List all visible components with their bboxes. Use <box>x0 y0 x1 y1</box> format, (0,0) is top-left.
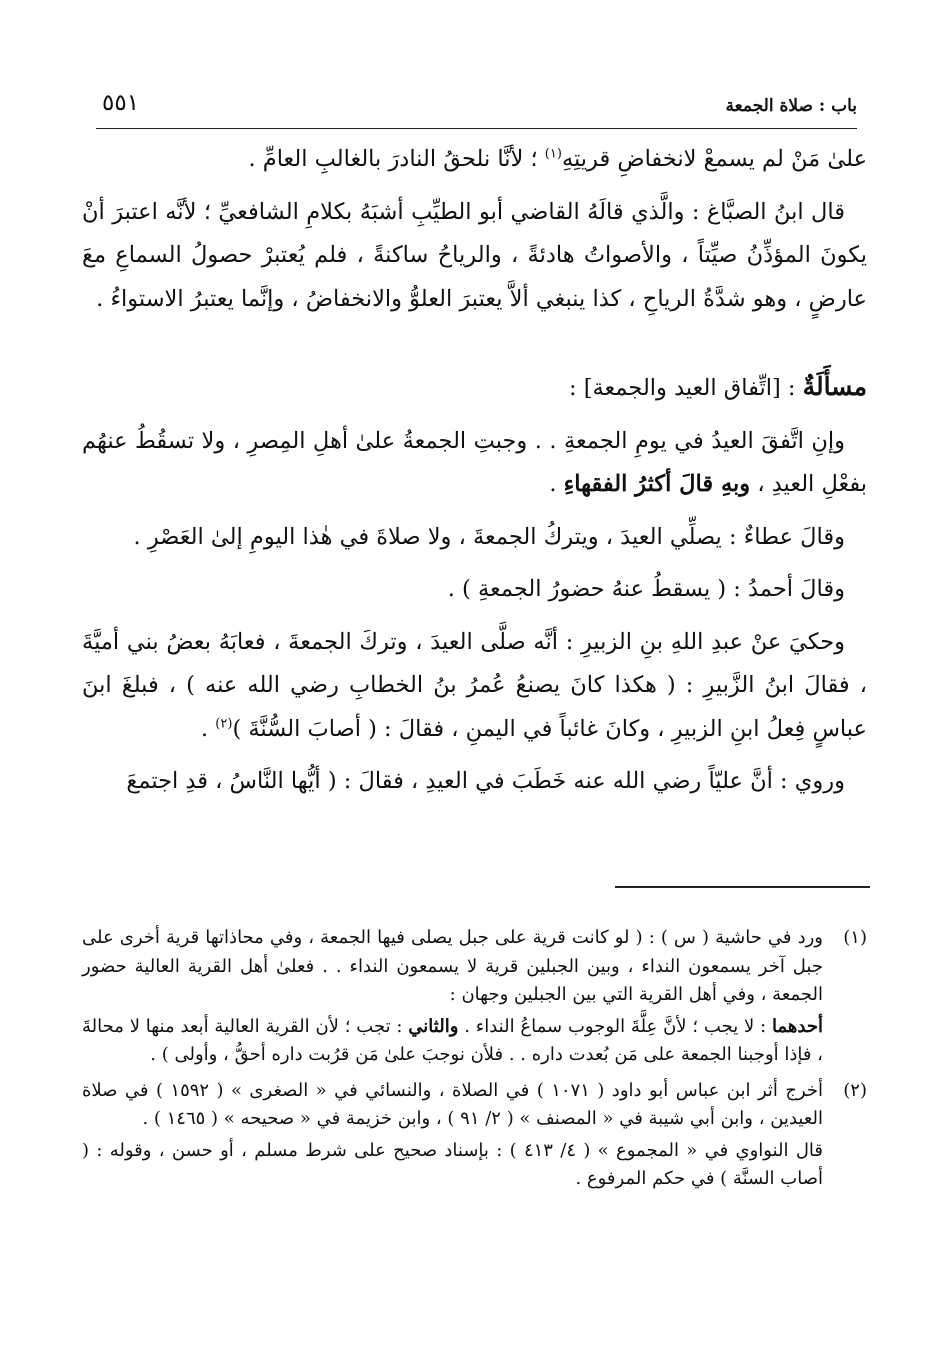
page-number: ٥٥١ <box>102 90 140 116</box>
footnote-text <box>82 1077 823 1197</box>
page-header <box>96 88 857 129</box>
footnote-paragraph: ورد في حاشية ( س ) : ( لو كانت قرية على جبل يصلى فيها الجمعة ، وفي محاذاتها قرية أخرى على جبل آخر يسمعون النداء ، وبين الجبلين قرية لا يسمعون النداء . . فعلىٰ أهل القرية العالية حضور الجمعة ، وفي أهل القرية التي بين الجبلين وجهان : <box>82 927 823 1005</box>
bold-phrase: وبهِ قالَ أكثرُ الفقهاءِ <box>563 471 751 497</box>
main-text <box>82 138 867 813</box>
footnote-number: (١) <box>843 927 867 948</box>
bold-phrase: والثاني <box>408 1015 459 1037</box>
paragraph-text: وحكيَ عنْ عبدِ اللهِ بنِ الزبيرِ : أنَّه صلَّى العيدَ ، وتركَ الجمعةَ ، فعابَهُ بعضُ بني أميَّةَ ، فقالَ ابنُ الزَّبيرِ : ( هكذا كانَ يصنعُ عُمرُ بنُ الخطابِ رضي الله عنه ) ، فبلغَ ابنَ عباسٍ فِعلُ ابنِ الزبيرِ ، وكانَ غائباً في اليمنِ ، فقالَ : ( أصابَ السُّنَّةَ ) <box>82 628 867 742</box>
bold-phrase: أحدهما <box>772 1015 823 1037</box>
footnote-separator <box>615 886 870 888</box>
section-heading <box>82 365 867 411</box>
paragraph: وروي : أنَّ عليّاً رضي الله عنه خَطَبَ في العيدِ ، فقالَ : ( أيُّها النَّاسُ ، قدِ اجتمعَ <box>126 768 845 794</box>
footnote-span: : لا يجب ؛ لأنَّ عِلَّةَ الوجوب سماعُ النداء . <box>458 1015 773 1037</box>
footnote-paragraph: قال النواوي في « المجموع » ( ٤/ ٤١٣ ) : بإسناد صحيح على شرط مسلم ، أو حسن ، وقوله : ( أصاب السنَّة ) في حكم المرفوع . <box>82 1139 824 1189</box>
paragraph-text: ؛ لأنَّا نلحقُ النادرَ بالغالبِ العامِّ . <box>248 146 545 172</box>
footnote-span: : تجب ؛ لأن القرية العالية أبعد منها لا محالةَ ، فإذا أوجبنا الجمعة على مَن بُعدت داره . . فلأن نوجبَ علىٰ مَن قرُبت داره أحقُّ ، وأولى ) . <box>82 1015 823 1065</box>
footnote-number: (٢) <box>843 1079 867 1101</box>
paragraph-text: وإنِ اتَّفقَ العيدُ في يومِ الجمعةِ . . وجبتِ الجمعةُ علىٰ أهلِ المِصرِ ، ولا تسقُطُ عنهُم بفعْلِ العيدِ ، <box>82 427 867 497</box>
paragraph: وقالَ أحمدُ : ( يسقطُ عنهُ حضورُ الجمعةِ ) . <box>447 576 845 602</box>
footnote-ref: (١) <box>544 146 562 162</box>
footnote-paragraph: أخرج أثر ابن عباس أبو داود ( ١٠٧١ ) في الصلاة ، والنسائي في « الصغرى » ( ١٥٩٢ ) في صلاة العيدين ، وابن أبي شيبة في « المصنف » ( ٢/ ٩١ ) ، وابن خزيمة في « صحيحه » ( ١٤٦٥ ) . <box>82 1079 823 1129</box>
paragraph <box>82 420 867 507</box>
paragraph: قال ابنُ الصبَّاغ : والَّذي قالَهُ القاضي أبو الطيِّبِ أشبَهُ بكلامِ الشافعيِّ ؛ لأنَّه اعتبرَ أنْ يكونَ المؤذِّنُ صيِّتاً ، والأصواتُ هادئةً ، والرياحُ ساكنةً ، فلم يُعتبرْ حصولُ السماعِ معَ عارضٍ ، وهو شدَّةُ الرياحِ ، كذا ينبغي ألاَّ يعتبرَ العلوُّ والانخفاضُ ، وإنَّما يعتبرُ الاستواءُ . <box>82 198 867 312</box>
paragraph: وقالَ عطاءٌ : يصلِّي العيدَ ، ويتركُ الجمعةَ ، ولا صلاةَ في هٰذا اليومِ إلىٰ العَصْرِ . <box>133 523 845 550</box>
footnote <box>82 924 867 1073</box>
paragraph <box>82 621 867 752</box>
footnote-text <box>82 924 823 1073</box>
masala-label: مسأَلَةٌ <box>802 372 867 401</box>
footnote-paragraph <box>82 1013 823 1070</box>
section-title: : [اتِّفاق العيد والجمعة] : <box>568 375 803 401</box>
paragraph-text: . <box>200 715 216 742</box>
footnotes <box>82 924 867 1201</box>
footnote-ref: (٢) <box>215 716 233 731</box>
paragraph-text: . <box>549 471 564 497</box>
paragraph-text: علىٰ مَنْ لم يسمعْ لانخفاضِ قريتِهِ <box>561 146 867 172</box>
paragraph <box>82 138 867 182</box>
footnote <box>82 1077 867 1197</box>
running-head: باب : صلاة الجمعة <box>725 96 857 116</box>
